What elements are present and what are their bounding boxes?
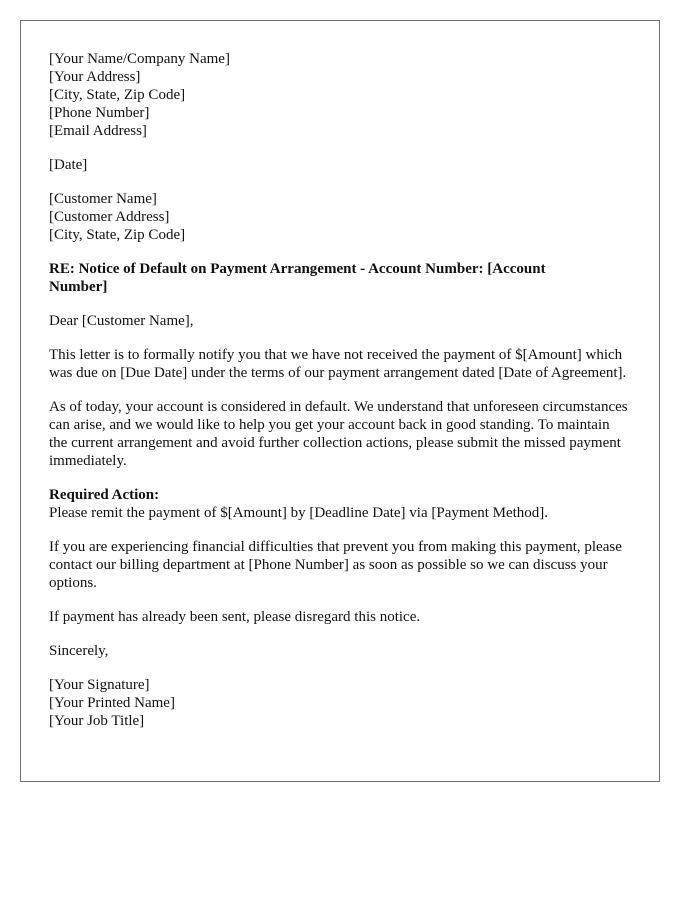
required-action-section [49, 486, 631, 522]
default-paragraph: As of today, your account is considered in default. We understand that unforeseen circumstances can arise, and we would like to help you get your account back in good standing. To maintain the current arrangement and avoid further collection actions, please submit the missed payment immediately. [49, 399, 628, 469]
sender-name: [Your Name/Company Name] [49, 51, 230, 67]
sender-email: [Email Address] [49, 123, 147, 139]
recipient-block [49, 190, 631, 244]
disregard-paragraph: If payment has already been sent, please disregard this notice. [49, 609, 421, 625]
letter-date: [Date] [49, 157, 88, 173]
letter-document [20, 20, 660, 782]
salutation: Dear [Customer Name], [49, 313, 194, 329]
date-block [49, 156, 631, 174]
required-action-label: Required Action: [49, 487, 160, 503]
recipient-city-state-zip: [City, State, Zip Code] [49, 227, 186, 243]
closing: Sincerely, [49, 643, 109, 659]
difficulties-paragraph: If you are experiencing financial difficulties that prevent you from making this payment, please contact our billing department at [Phone Number] as soon as possible so we can discuss your options. [49, 539, 622, 591]
signature: [Your Signature] [49, 677, 150, 693]
subject-line-1: RE: Notice of Default on Payment Arrangement - Account Number: [Account [49, 261, 546, 277]
sender-city-state-zip: [City, State, Zip Code] [49, 87, 186, 103]
signature-block [49, 676, 631, 730]
job-title: [Your Job Title] [49, 713, 145, 729]
sender-block [49, 50, 631, 140]
printed-name: [Your Printed Name] [49, 695, 175, 711]
sender-phone: [Phone Number] [49, 105, 150, 121]
subject-line-2: Number] [49, 279, 108, 295]
recipient-address: [Customer Address] [49, 209, 170, 225]
required-action-text: Please remit the payment of $[Amount] by [Deadline Date] via [Payment Method]. [49, 505, 549, 521]
subject-line [49, 260, 631, 296]
sender-address: [Your Address] [49, 69, 141, 85]
recipient-name: [Customer Name] [49, 191, 157, 207]
notice-paragraph: This letter is to formally notify you that we have not received the payment of $[Amount] which was due on [Due Date] under the terms of our payment arrangement dated [Date of Agreement]. [49, 347, 627, 381]
